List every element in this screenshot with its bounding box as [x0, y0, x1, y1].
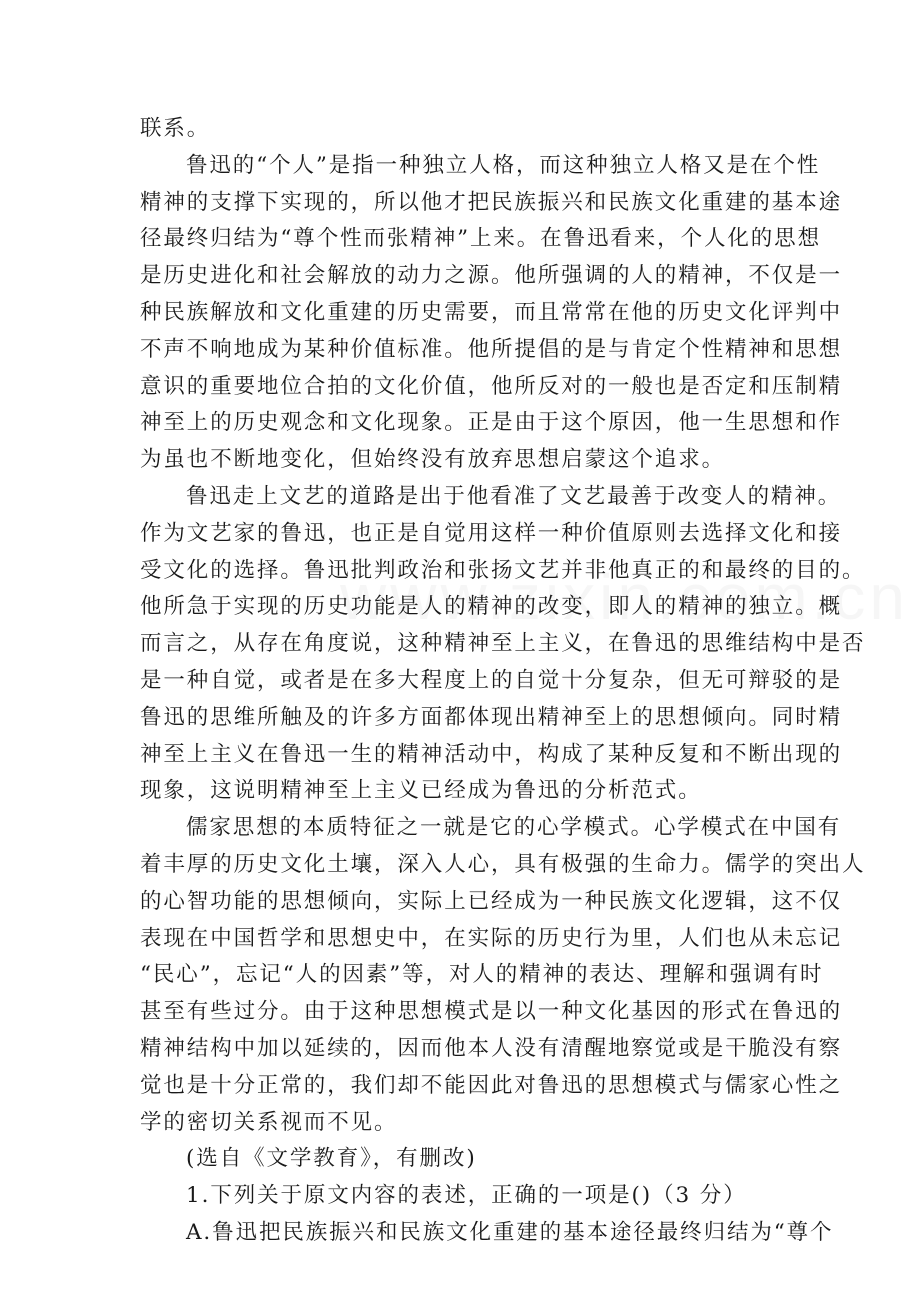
text-line: 的心智功能的思想倾向，实际上已经成为一种民族文化逻辑，这不仅	[140, 888, 843, 914]
text-line: 不声不响地成为某种价值标准。他所提倡的是与肯定个性精神和思想	[140, 336, 843, 362]
text-line: 受文化的选择。鲁迅批判政治和张扬文艺并非他真正的和最终的目的。	[140, 557, 866, 583]
text-line: 为虽也不断地变化，但始终没有放弃思想启蒙这个追求。	[140, 447, 726, 473]
text-line: 精神结构中加以延续的，因而他本人没有清醒地察觉或是干脆没有察	[140, 1035, 843, 1061]
text-line: “民心”，忘记“人的因素”等，对人的精神的表达、理解和强调有时	[140, 962, 824, 988]
text-line: 觉也是十分正常的，我们却不能因此对鲁迅的思想模式与儒家心性之	[140, 1072, 843, 1098]
text-line: 学的密切关系视而不见。	[140, 1109, 398, 1135]
text-line: 鲁迅的“个人”是指一种独立人格，而这种独立人格又是在个性	[186, 152, 821, 178]
text-line: 是历史进化和社会解放的动力之源。他所强调的人的精神，不仅是一	[140, 263, 843, 289]
text-line: A.鲁迅把民族振兴和民族文化重建的基本途径最终归结为“尊个	[186, 1219, 834, 1245]
text-line: 甚至有些过分。由于这种思想模式是以一种文化基因的形式在鲁迅的	[140, 999, 843, 1025]
text-line: 现象，这说明精神至上主义已经成为鲁迅的分析范式。	[140, 778, 702, 804]
text-line: 种民族解放和文化重建的历史需要，而且常常在他的历史文化评判中	[140, 299, 843, 325]
text-line: (选自《文学教育》，有删改)	[186, 1146, 477, 1172]
text-line: 精神的支撑下实现的，所以他才把民族振兴和民族文化重建的基本途	[140, 189, 843, 215]
text-line: 他所急于实现的历史功能是人的精神的改变，即人的精神的独立。概	[140, 594, 843, 620]
text-line: 神至上主义在鲁迅一生的精神活动中，构成了某种反复和不断出现的	[140, 741, 843, 767]
text-line: 表现在中国哲学和思想史中，在实际的历史行为里，人们也从未忘记	[140, 925, 843, 951]
text-line: 联系。	[140, 116, 211, 141]
text-line: 是一种自觉，或者是在多大程度上的自觉十分复杂，但无可辩驳的是	[140, 667, 843, 693]
text-line: 意识的重要地位合拍的文化价值，他所反对的一般也是否定和压制精	[140, 373, 843, 399]
document-body	[140, 111, 866, 1252]
text-line: 鲁迅走上文艺的道路是出于他看准了文艺最善于改变人的精神。	[186, 483, 842, 509]
text-line: 而言之，从存在角度说，这种精神至上主义，在鲁迅的思维结构中是否	[140, 631, 866, 657]
text-line: 径最终归结为“尊个性而张精神”上来。在鲁迅看来，个人化的思想	[140, 226, 821, 252]
text-line: 1.下列关于原文内容的表述，正确的一项是()（3 分）	[186, 1183, 747, 1209]
text-line: 作为文艺家的鲁迅，也正是自觉用这样一种价值原则去选择文化和接	[140, 520, 843, 546]
text-line: 着丰厚的历史文化土壤，深入人心，具有极强的生命力。儒学的突出人	[140, 851, 866, 877]
text-line: 儒家思想的本质特征之一就是它的心学模式。心学模式在中国有	[186, 815, 842, 841]
text-line: 鲁迅的思维所触及的许多方面都体现出精神至上的思想倾向。同时精	[140, 704, 843, 730]
text-line: 神至上的历史观念和文化现象。正是由于这个原因，他一生思想和作	[140, 410, 843, 436]
